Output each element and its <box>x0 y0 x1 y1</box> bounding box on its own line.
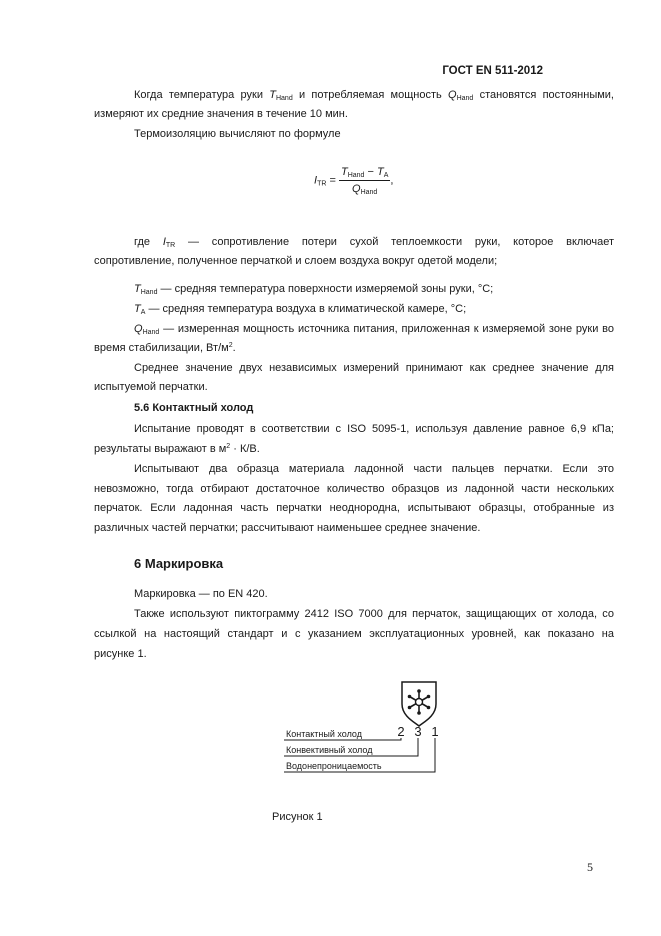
standard-code: ГОСТ EN 511-2012 <box>442 65 543 77</box>
thermal-insulation-formula: $I_{TR}$ = $\frac{T_{Hand} - T_A}{Q_{Hand}}$ , <box>314 166 394 196</box>
paragraph-line: рисунке 1. <box>94 648 147 660</box>
paragraph-line: сопротивление, полученное перчаткой и слоем воздуха вокруг одетой модели; <box>94 255 498 267</box>
paragraph-line: различных частей перчатки; рассчитывают наименьшее среднее значение. <box>94 522 481 534</box>
paragraph-line: испытуемой перчатки. <box>94 381 208 393</box>
paragraph-line: где $I_{TR}$ — сопротивление потери сухой теплоемкости руки, которое включает <box>134 236 614 249</box>
figure-caption: Рисунок 1 <box>272 811 323 823</box>
label-contact-cold: Контактный холод <box>286 729 362 739</box>
formula-fraction: $\frac{T_{Hand} - T_A}{Q_{Hand}}$ <box>340 166 389 196</box>
definition-q-hand: $Q_{Hand}$ — измеренная мощность источника питания, приложенная к измеряемой зоне руки во <box>134 323 614 336</box>
definition-t-a: $T_A$ — средняя температура воздуха в климатической камере, °C; <box>134 303 467 316</box>
paragraph-line: Термоизоляцию вычисляют по формуле <box>134 128 341 140</box>
paragraph-line: перчаток. Если ладонная часть перчатки неоднородна, испытывают образцы, отобранные из <box>94 502 614 514</box>
paragraph-line: ссылкой на настоящий стандарт и с указанием эксплуатационных уровней, как показано на <box>94 628 614 640</box>
paragraph-line: измеряют их средние значения в течение 10 мин. <box>94 108 348 120</box>
paragraph-line: результаты выражают в $м^2 \cdot К/В$. <box>94 443 260 455</box>
figure-1 <box>280 676 440 776</box>
definition-t-hand: $T_{Hand}$ — средняя температура поверхности измеряемой зоны руки, °C; <box>134 283 494 296</box>
level-digit-waterproof: 1 <box>431 724 439 739</box>
paragraph-line: Когда температура руки $T_{Hand}$ и потребляемая мощность $Q_{Hand}$ становятся постоянными, <box>134 89 614 102</box>
paragraph-line: Маркировка — по EN 420. <box>134 588 268 600</box>
label-waterproof: Водонепроницаемость <box>286 761 382 771</box>
paragraph-line: Среднее значение двух независимых измерений принимают как среднее значение для <box>134 362 614 374</box>
paragraph-line: Испытывают два образца материала ладонной части пальцев перчатки. Если это <box>134 463 614 475</box>
section-heading-6: 6 Маркировка <box>134 556 224 571</box>
paragraph-line: Также используют пиктограмму 2412 ISO 7000 для перчаток, защищающих от холода, со <box>134 608 614 620</box>
section-heading-5-6: 5.6 Контактный холод <box>134 402 254 414</box>
paragraph-line: Испытание проводят в соответствии с ISO 5095-1, используя давление равное 6,9 кПа; <box>134 423 614 435</box>
label-convective-cold: Конвективный холод <box>286 745 373 755</box>
level-digit-convective-cold: 3 <box>414 724 422 739</box>
page-number: 5 <box>587 860 593 874</box>
paragraph-line: невозможно, тогда отбирают достаточное количество образцов из ладонной части нескольких <box>94 483 614 495</box>
snowflake-shield-icon <box>402 682 436 726</box>
level-digit-contact-cold: 2 <box>397 724 405 739</box>
paragraph-line: время стабилизации, $Вт/м^2$. <box>94 342 236 354</box>
